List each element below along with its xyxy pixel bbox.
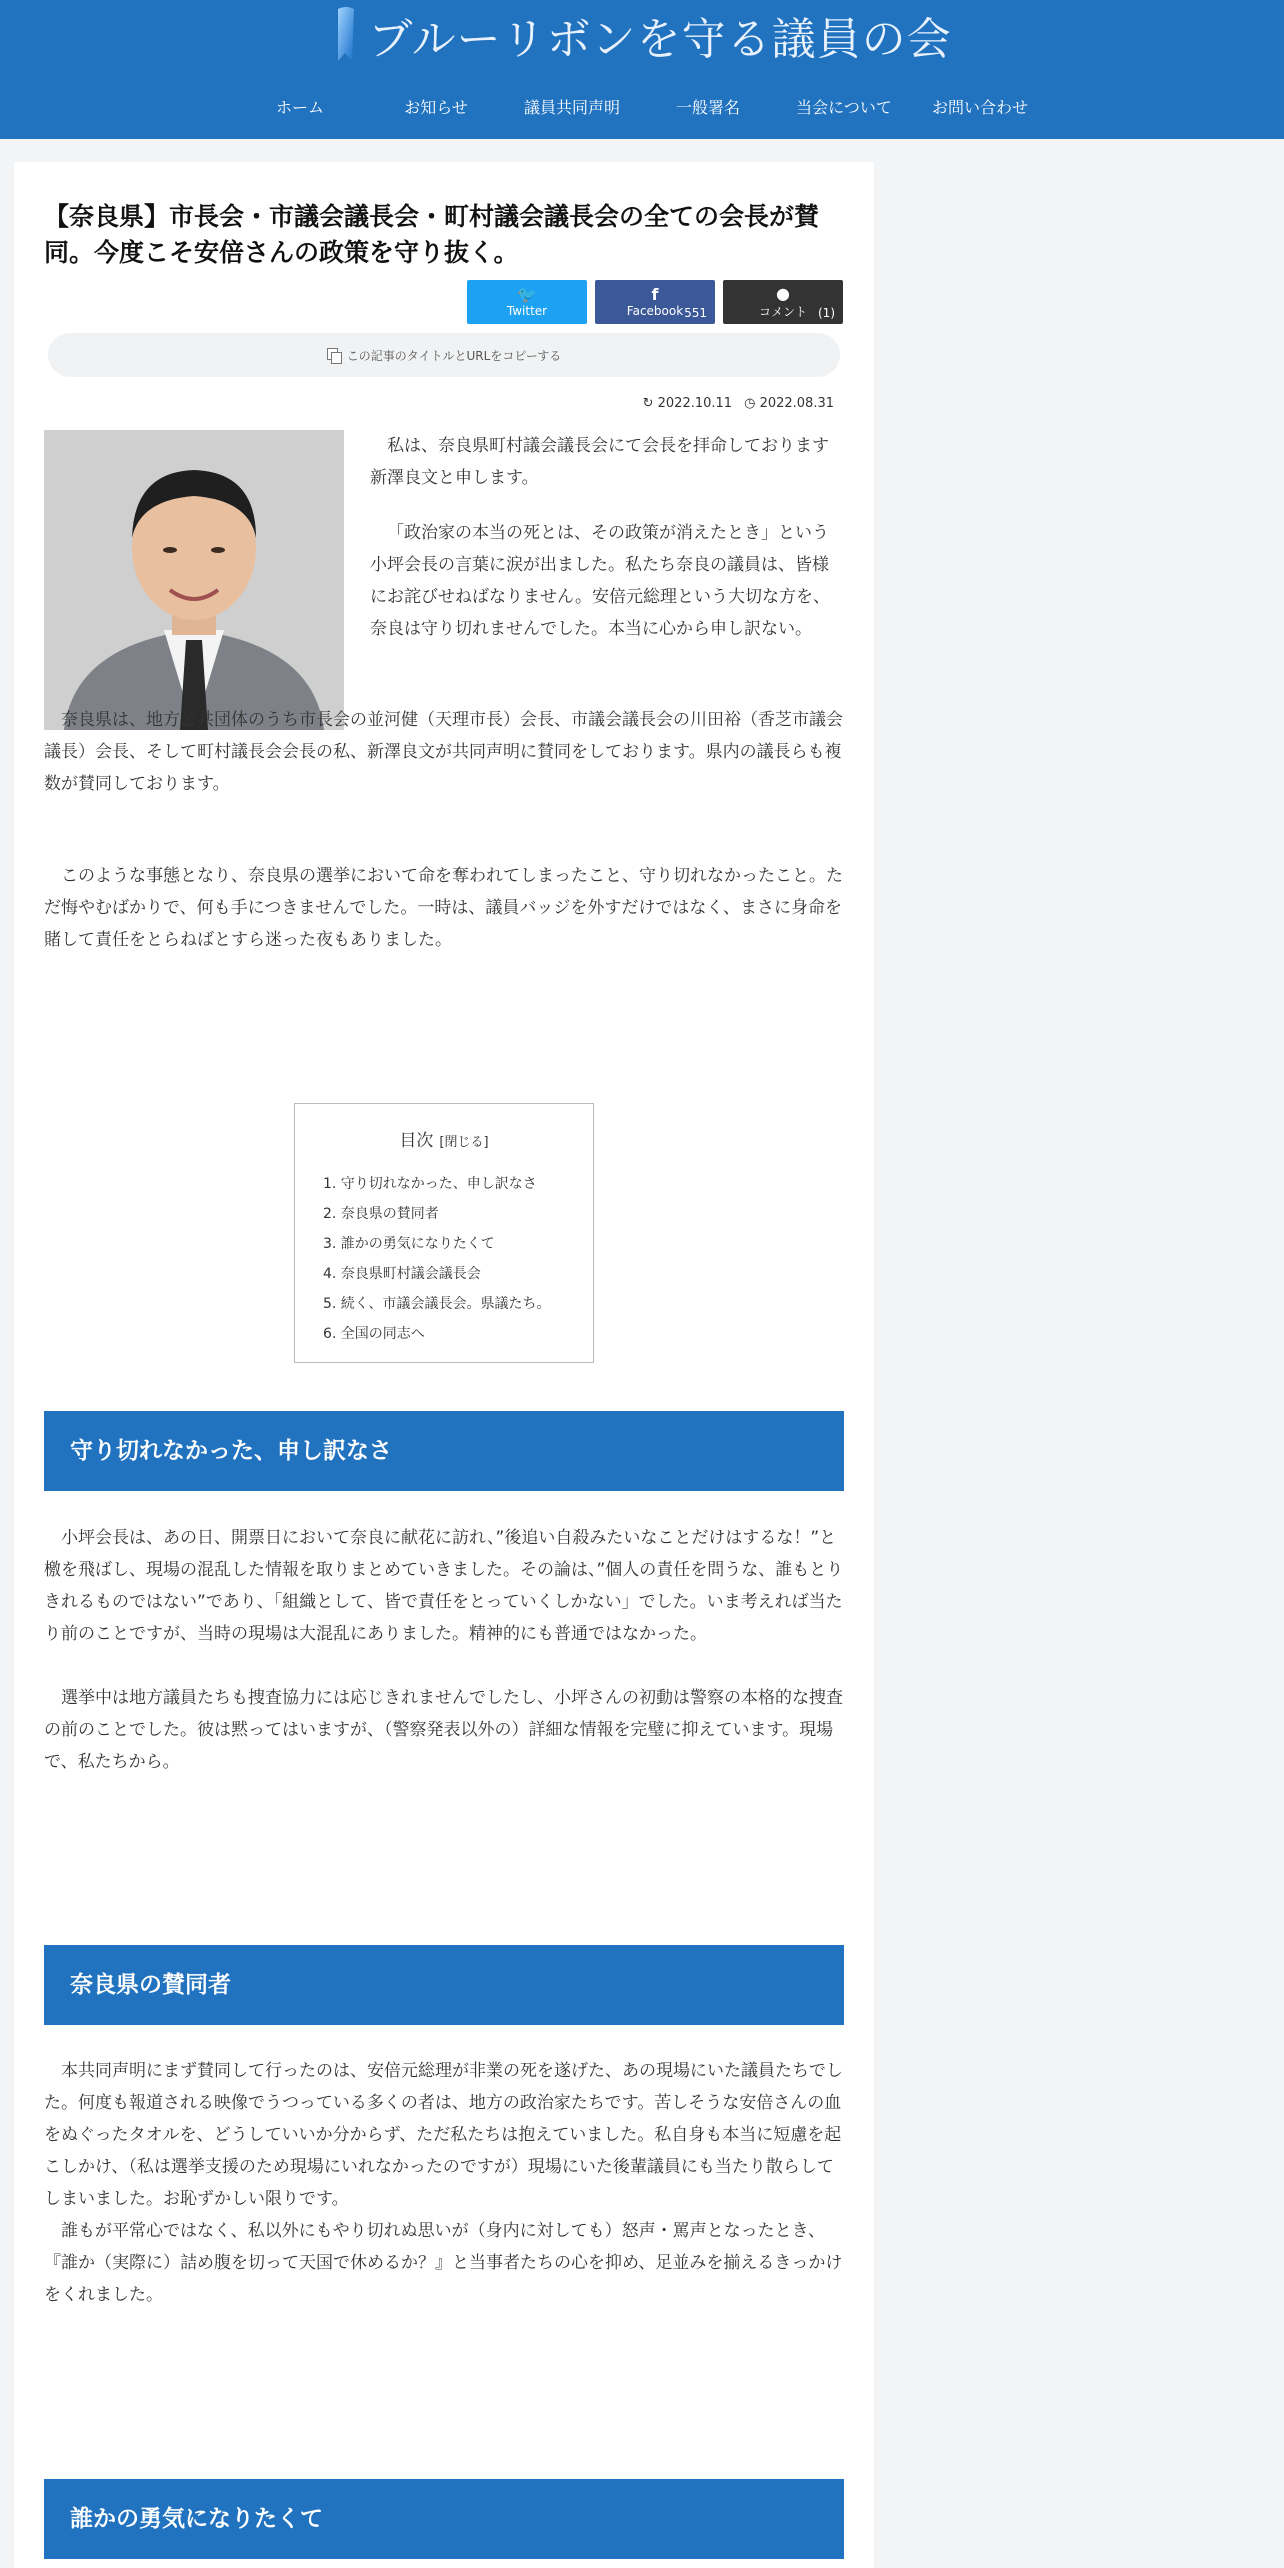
intro-paragraph-3: 奈良県は、地方公共団体のうち市長会の並河健（天理市長）会長、市議会議長会の川田裕（香芝市議会議長）会長、そして町村議長会会長の私、新澤良文が共同声明に賛同をしております。県内の議長らも複数が賛同しております。 bbox=[44, 710, 843, 794]
nav-item-home[interactable]: ホーム bbox=[275, 98, 324, 117]
comment-count: (1) bbox=[818, 306, 835, 320]
nav-item-signature[interactable]: 一般署名 bbox=[675, 98, 740, 117]
toc-toggle-button[interactable]: [閉じる] bbox=[439, 1135, 489, 1150]
section-2-paragraph-2: 誰もが平常心ではなく、私以外にもやり切れぬ思いが（身内に対しても）怒声・罵声となったとき、『誰か（実際に）詰め腹を切って天国で休めるか？』と当事者たちの心を抑め、足並みを揃えるきっかけをくれました。 bbox=[44, 2221, 843, 2305]
nav-item-about[interactable]: 当会について bbox=[796, 98, 892, 117]
nav-item-joint-statement[interactable]: 議員共同声明 bbox=[523, 98, 620, 117]
table-of-contents bbox=[294, 1103, 594, 1363]
intro-paragraph-1: 私は、奈良県町村議会議長会にて会長を拝命しております新澤良文と申します。 bbox=[370, 436, 829, 488]
site-header bbox=[0, 0, 1284, 139]
site-logo[interactable] bbox=[0, 2, 1284, 68]
comment-label: コメント bbox=[758, 304, 807, 319]
section-heading-1: 守り切れなかった、申し訳なさ bbox=[44, 1411, 844, 1491]
published-date-value: 2022.08.31 bbox=[759, 396, 834, 411]
toc-item[interactable]: 3. 誰かの勇気になりたくて bbox=[323, 1236, 495, 1252]
toc-header bbox=[295, 1126, 593, 1151]
site-title: ブルーリボンを守る議員の会 bbox=[368, 14, 952, 65]
toc-title: 目次 bbox=[399, 1131, 434, 1151]
ribbon-icon bbox=[332, 5, 358, 65]
nav-item-news[interactable]: お知らせ bbox=[404, 98, 468, 117]
nav-item-contact[interactable]: お問い合わせ bbox=[931, 98, 1028, 117]
toc-item[interactable]: 6. 全国の同志へ bbox=[323, 1326, 425, 1342]
intro-paragraph-2: 「政治家の本当の死とは、その政策が消えたとき」という小坪会長の言葉に涙が出ました。私たち奈良の議員は、皆様にお詫びせねばなりません。安倍元総理という大切な方を、奈良は守り切れませんでした。本当に心から申し訳ない。 bbox=[370, 523, 831, 639]
comment-icon: ● bbox=[776, 283, 790, 303]
section-heading-3: 誰かの勇気になりたくて bbox=[44, 2479, 844, 2559]
comment-button[interactable] bbox=[723, 280, 843, 324]
refresh-icon: ↻ bbox=[642, 396, 654, 411]
twitter-icon: 🐦 bbox=[517, 285, 537, 304]
section-1-paragraph-1: 小坪会長は、あの日、開票日において奈良に献花に訪れ、”後追い自殺みたいなことだけはするな！”と檄を飛ばし、現場の混乱した情報を取りまとめていきました。その論は、”個人の責任を問うな、誰もとりきれるものではない”であり、「組織として、皆で責任をとっていくしかない」でした。いま考えれば当たり前のことですが、当時の現場は大混乱にありました。精神的にも普通ではなかった。 bbox=[44, 1528, 844, 1644]
intro-paragraph-4: このような事態となり、奈良県の選挙において命を奪われてしまったこと、守り切れなかったこと。ただ悔やむばかりで、何も手につきませんでした。一時は、議員バッジを外すだけではなく、まさに身命を賭して責任をとらねばとすら迷った夜もありました。 bbox=[44, 866, 843, 950]
share-buttons bbox=[467, 280, 843, 324]
post-dates bbox=[643, 396, 834, 411]
updated-date-value: 2022.10.11 bbox=[657, 396, 733, 411]
facebook-count: 551 bbox=[684, 306, 707, 320]
facebook-label: Facebook bbox=[626, 304, 684, 318]
clock-icon: ◷ bbox=[744, 396, 756, 411]
copy-label: この記事のタイトルとURLをコピーする bbox=[346, 348, 562, 363]
toc-item[interactable]: 1. 守り切れなかった、申し訳なさ bbox=[323, 1176, 537, 1192]
twitter-label: Twitter bbox=[506, 304, 548, 318]
toc-list bbox=[323, 1169, 593, 1349]
article-title: 【奈良県】市長会・市議会議長会・町村議会議長会の全ての会長が賛同。今度こそ安倍さんの政策を守り抜く。 bbox=[44, 202, 820, 267]
facebook-icon: f bbox=[651, 285, 659, 304]
updated-date bbox=[643, 396, 732, 411]
toc-item[interactable]: 5. 続く、市議会議長会。県議たち。 bbox=[323, 1296, 551, 1312]
author-photo bbox=[44, 430, 344, 730]
article-card bbox=[14, 162, 874, 2568]
copy-icon bbox=[327, 348, 341, 362]
copy-title-url-button[interactable] bbox=[48, 333, 840, 377]
twitter-share-button[interactable] bbox=[467, 280, 587, 324]
section-heading-2: 奈良県の賛同者 bbox=[44, 1945, 844, 2025]
toc-item[interactable]: 2. 奈良県の賛同者 bbox=[323, 1206, 439, 1222]
section-1-paragraph-2: 選挙中は地方議員たちも捜査協力には応じきれませんでしたし、小坪さんの初動は警察の本格的な捜査の前のことでした。彼は黙ってはいますが、（警察発表以外の）詳細な情報を完璧に抑えています。現場で、私たちから。 bbox=[44, 1688, 843, 1772]
section-2-paragraph-1: 本共同声明にまず賛同して行ったのは、安倍元総理が非業の死を遂げた、あの現場にいた議員たちでした。何度も報道される映像でうつっている多くの者は、地方の政治家たちです。苦しそうな安倍さんの血をぬぐったタオルを、どうしていいか分からず、ただ私たちは抱えていました。私自身も本当に短慮を起こしかけ、（私は選挙支援のため現場にいれなかったのですが）現場にいた後輩議員にも当たり散らしてしまいました。お恥ずかしい限りです。 bbox=[44, 2061, 843, 2209]
facebook-share-button[interactable] bbox=[595, 280, 715, 324]
toc-item[interactable]: 4. 奈良県町村議会議長会 bbox=[323, 1266, 481, 1282]
global-nav bbox=[232, 80, 1048, 136]
portrait-image bbox=[44, 430, 344, 730]
published-date bbox=[744, 396, 834, 411]
